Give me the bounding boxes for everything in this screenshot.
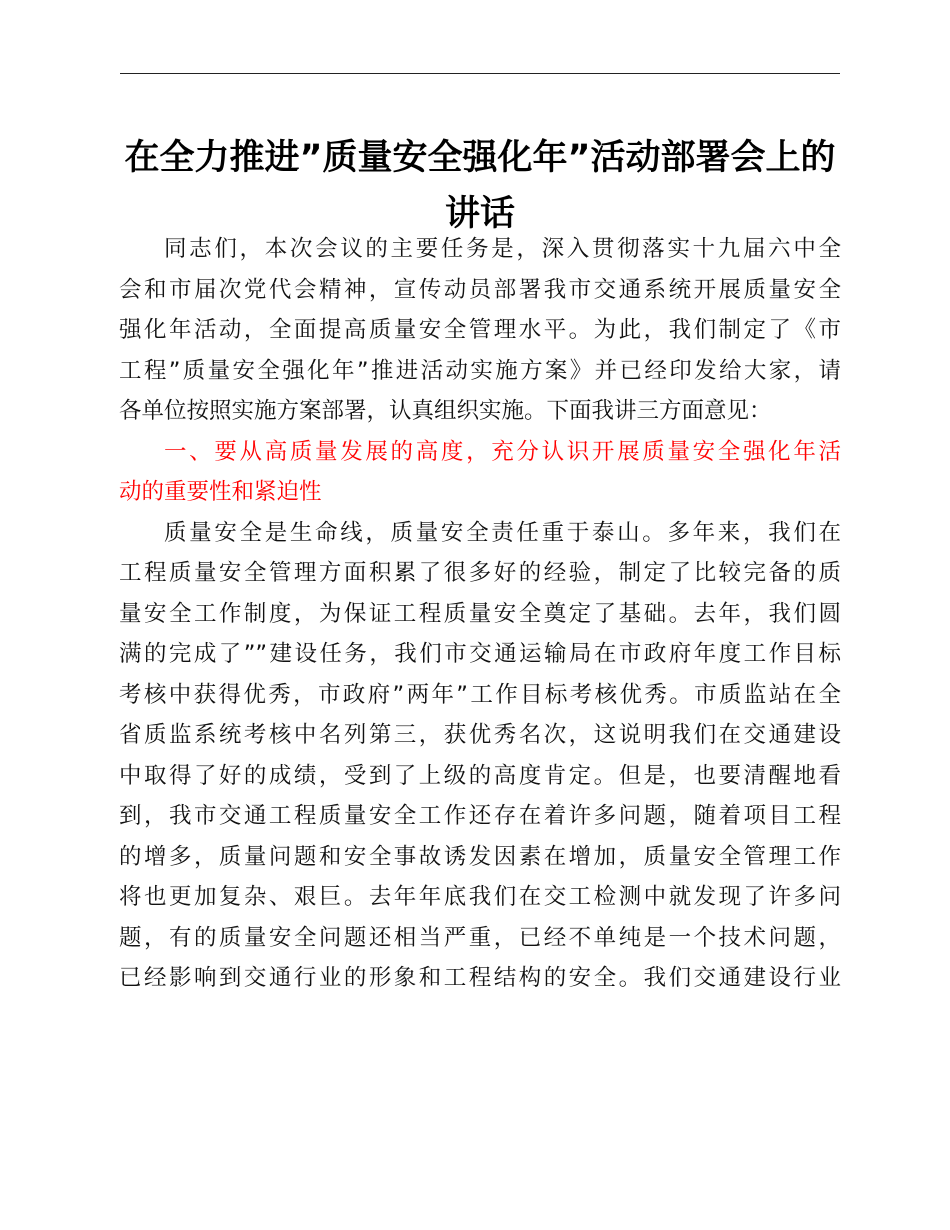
paragraph-2-line: 量安全工作制度，为保证工程质量安全奠定了基础。去年，我们圆 [119, 600, 841, 627]
paragraph-1-line: 各单位按照实施方案部署，认真组织实施。下面我讲三方面意见： [119, 398, 772, 424]
paragraph-2-line: 质量安全是生命线，质量安全责任重于泰山。多年来，我们在 [164, 519, 841, 546]
title-line-2: 讲话 [444, 194, 515, 234]
section-heading-1-line: 动的重要性和紧迫性 [119, 479, 322, 505]
section-heading-1-line: 一、要从高质量发展的高度，充分认识开展质量安全强化年活 [164, 438, 841, 465]
paragraph-1-line: 强化年活动，全面提高质量安全管理水平。为此，我们制定了《市 [119, 317, 841, 343]
title-line-1: 在全力推进”质量安全强化年”活动部署会上的 [124, 138, 836, 178]
paragraph-2-line: 题，有的质量安全问题还相当严重，已经不单纯是一个技术问题， [119, 924, 841, 951]
paragraph-2-line: 省质监系统考核中名列第三，获优秀名次，这说明我们在交通建设 [119, 722, 841, 748]
paragraph-1-line: 同志们，本次会议的主要任务是，深入贯彻落实十九届六中全 [164, 236, 841, 262]
paragraph-2-line: 已经影响到交通行业的形象和工程结构的安全。我们交通建设行业 [119, 965, 841, 991]
paragraph-2-line: 的增多，质量问题和安全事故诱发因素在增加，质量安全管理工作 [119, 843, 841, 870]
paragraph-2-line: 工程质量安全管理方面积累了很多好的经验，制定了比较完备的质 [119, 560, 841, 586]
header-rule [120, 73, 840, 74]
document-title [110, 130, 850, 242]
paragraph-2-line: 中取得了好的成绩，受到了上级的高度肯定。但是，也要清醒地看 [119, 762, 841, 789]
paragraph-2-line: 满的完成了””建设任务，我们市交通运输局在市政府年度工作目标 [119, 641, 841, 667]
paragraph-1-line: 工程”质量安全强化年”推进活动实施方案》并已经印发给大家，请 [119, 357, 841, 384]
paragraph-2-line: 考核中获得优秀，市政府”两年”工作目标考核优秀。市质监站在全 [119, 681, 841, 708]
paragraph-1-line: 会和市届次党代会精神，宣传动员部署我市交通系统开展质量安全 [119, 276, 841, 303]
paragraph-2-line: 到，我市交通工程质量安全工作还存在着许多问题，随着项目工程 [119, 803, 841, 829]
document-body [119, 229, 841, 999]
paragraph-2-line: 将也更加复杂、艰巨。去年年底我们在交工检测中就发现了许多问 [119, 884, 841, 910]
